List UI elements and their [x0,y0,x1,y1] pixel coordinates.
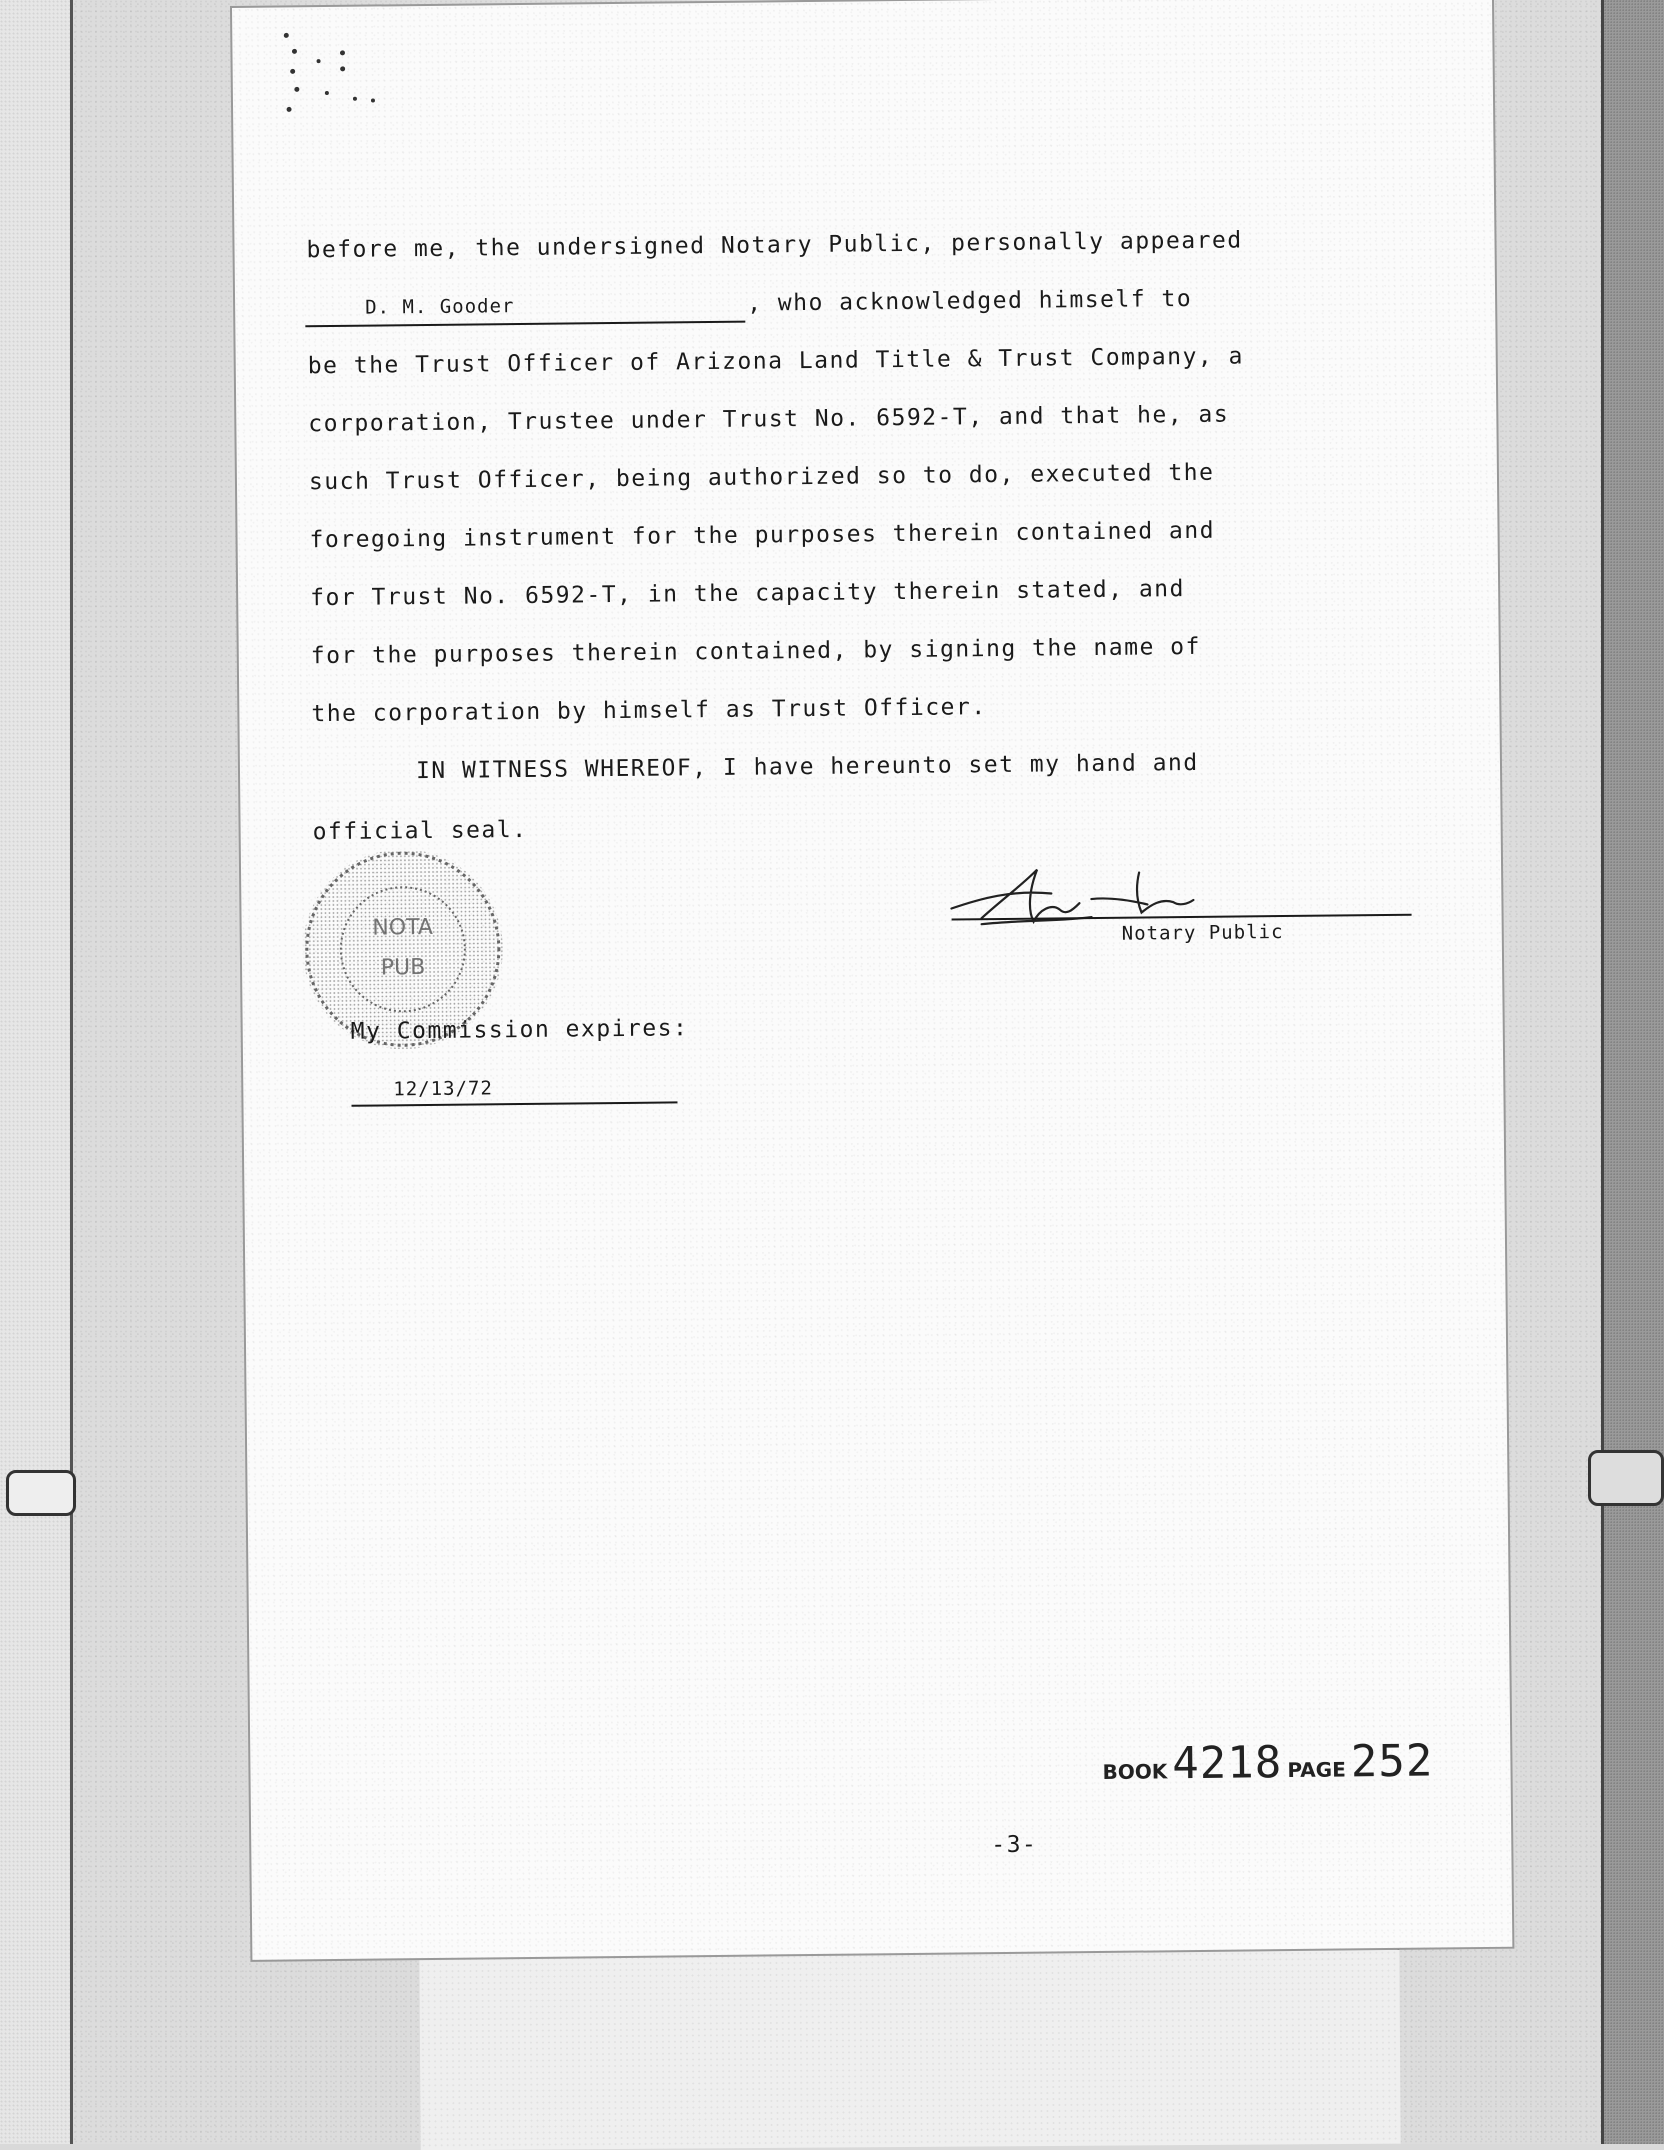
notary-line-1: before me, the undersigned Notary Public, personally appeared [306,227,1243,264]
document-page [232,0,1512,1960]
notary-line-5: such Trust Officer, being authorized so to do, executed the [308,459,1215,496]
notary-public-title: Notary Public [1121,921,1284,945]
notary-line-4: corporation, Trustee under Trust No. 6592-T, and that he, as [308,401,1230,438]
notary-line-3: be the Trust Officer of Arizona Land Title & Trust Company, a [307,343,1245,380]
appearing-party-name: D. M. Gooder [365,295,515,319]
book-label: BOOK [1102,1759,1168,1784]
underlying-page [419,1947,1400,2150]
binder-left-edge [0,0,73,2144]
punch-marks [280,28,401,129]
commission-label: My Commission expires: [350,1015,689,1045]
commission-date-underline [351,1101,677,1106]
witness-line: IN WITNESS WHEREOF, I have hereunto set my hand and [415,749,1199,785]
svg-text:NOTA: NOTA [372,914,434,941]
page-number-stamp: 252 [1350,1735,1434,1788]
notary-line-7: for Trust No. 6592-T, in the capacity therein stated, and [310,576,1186,612]
recording-stamp [1102,1736,1433,1790]
notary-line-2-suffix: , who acknowledged himself to [746,285,1193,317]
binder-clip-left [6,1470,76,1516]
name-underline [305,321,745,328]
notary-line-8: for the purposes therein contained, by signing the name of [310,633,1202,670]
book-number: 4218 [1172,1737,1283,1790]
notary-line-6: foregoing instrument for the purposes therein contained and [309,517,1216,554]
commission-date: 12/13/72 [393,1077,493,1101]
witness-line-2: official seal. [312,816,528,846]
page-label: PAGE [1287,1757,1346,1783]
binder-right-edge [1601,0,1664,2144]
binder-clip-right [1588,1450,1664,1506]
page-number: -3- [991,1831,1038,1859]
notary-line-9: the corporation by himself as Trust Officer. [311,694,987,728]
svg-text:PUB: PUB [380,955,426,981]
